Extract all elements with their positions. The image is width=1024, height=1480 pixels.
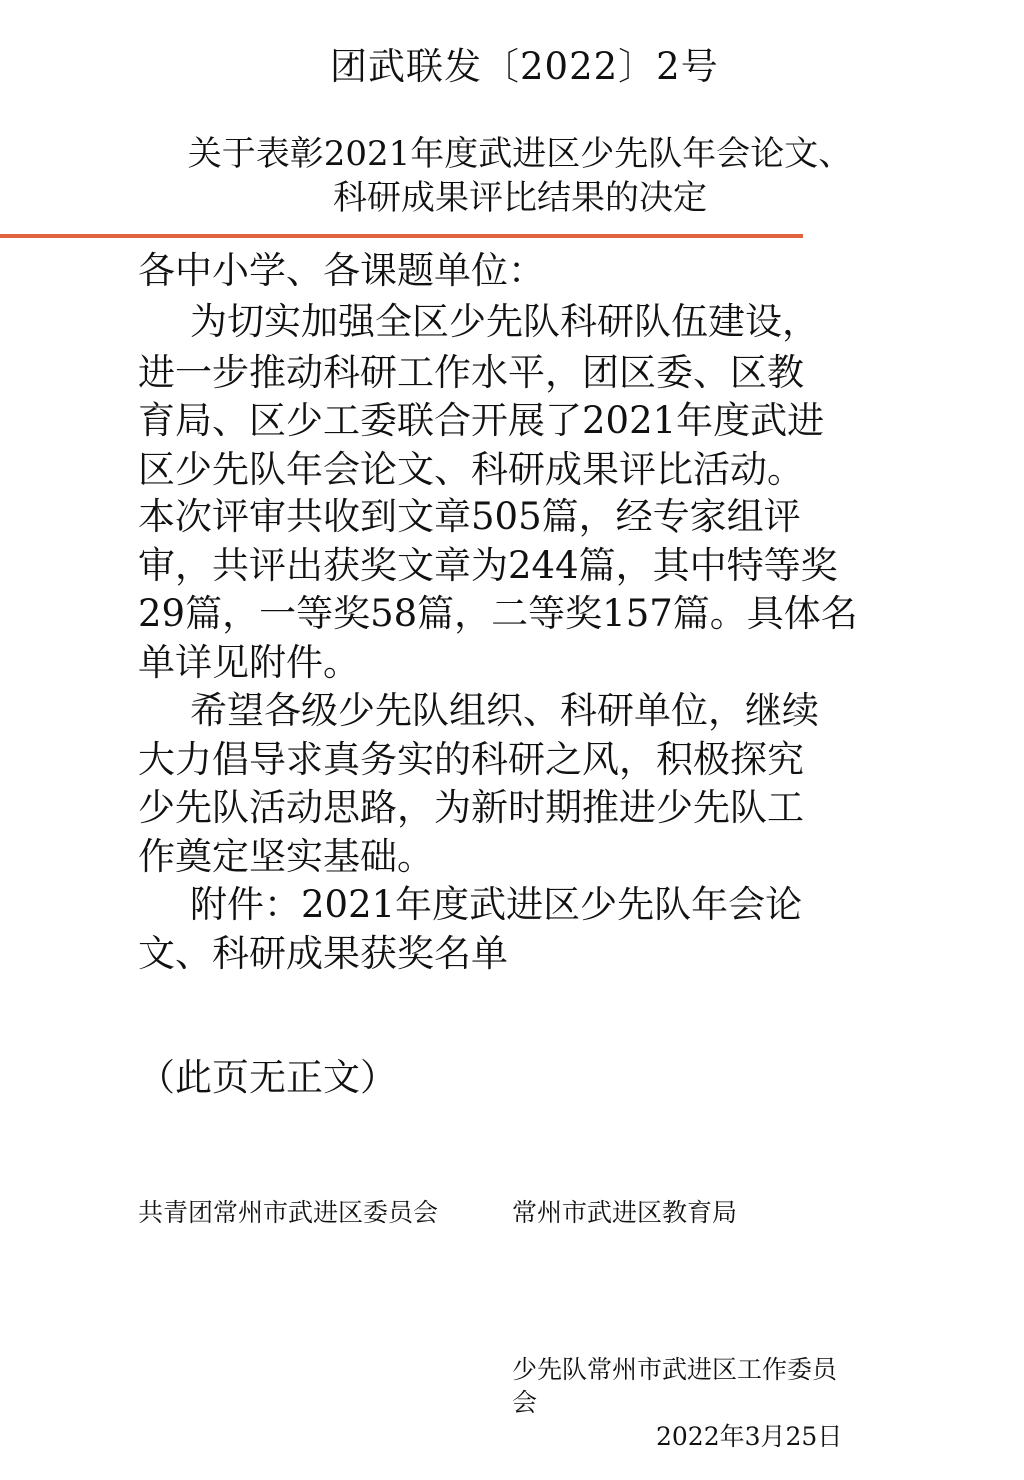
body-line: 区少先队年会论文、科研成果评比活动。 xyxy=(138,448,804,491)
issue-date: 2022年3月25日 xyxy=(656,1422,843,1451)
body-line: 进一步推动科研工作水平，团区委、区教 xyxy=(138,351,804,394)
attachment-line: 文、科研成果获奖名单 xyxy=(138,932,508,975)
signature-org-education-bureau: 常州市武进区教育局 xyxy=(512,1198,738,1227)
body-line: 审，共评出获奖文章为244篇，其中特等奖 xyxy=(138,544,838,587)
document-title-line-1: 关于表彰2021年度武进区少先队年会论文、 xyxy=(187,134,853,174)
signature-org-young-pioneers-line-1: 少先队常州市武进区工作委员 xyxy=(512,1355,838,1384)
body-line: 本次评审共收到文章505篇，经专家组评 xyxy=(138,495,801,538)
signature-org-youth-league: 共青团常州市武进区委员会 xyxy=(138,1198,439,1227)
body-line: 少先队活动思路，为新时期推进少先队工 xyxy=(138,786,804,829)
document-number: 团武联发〔2022〕2号 xyxy=(330,45,719,88)
header-divider xyxy=(0,234,803,238)
attachment-line: 附件：2021年度武进区少先队年会论 xyxy=(190,883,803,926)
body-line: 育局、区少工委联合开展了2021年度武进 xyxy=(138,399,825,442)
signature-org-young-pioneers-line-2: 会 xyxy=(512,1388,538,1417)
body-line: 单详见附件。 xyxy=(138,641,360,684)
body-line: 希望各级少先队组织、科研单位，继续 xyxy=(190,689,819,732)
body-line: 29篇，一等奖58篇，二等奖157篇。具体名 xyxy=(138,592,858,635)
body-line: 作奠定坚实基础。 xyxy=(138,835,434,878)
no-body-text-note: （此页无正文） xyxy=(138,1056,397,1099)
body-line: 为切实加强全区少先队科研队伍建设， xyxy=(190,300,819,343)
body-line: 大力倡导求真务实的科研之风，积极探究 xyxy=(138,738,804,781)
salutation: 各中小学、各课题单位： xyxy=(138,249,545,292)
document-title-line-2: 科研成果评比结果的决定 xyxy=(333,178,707,218)
